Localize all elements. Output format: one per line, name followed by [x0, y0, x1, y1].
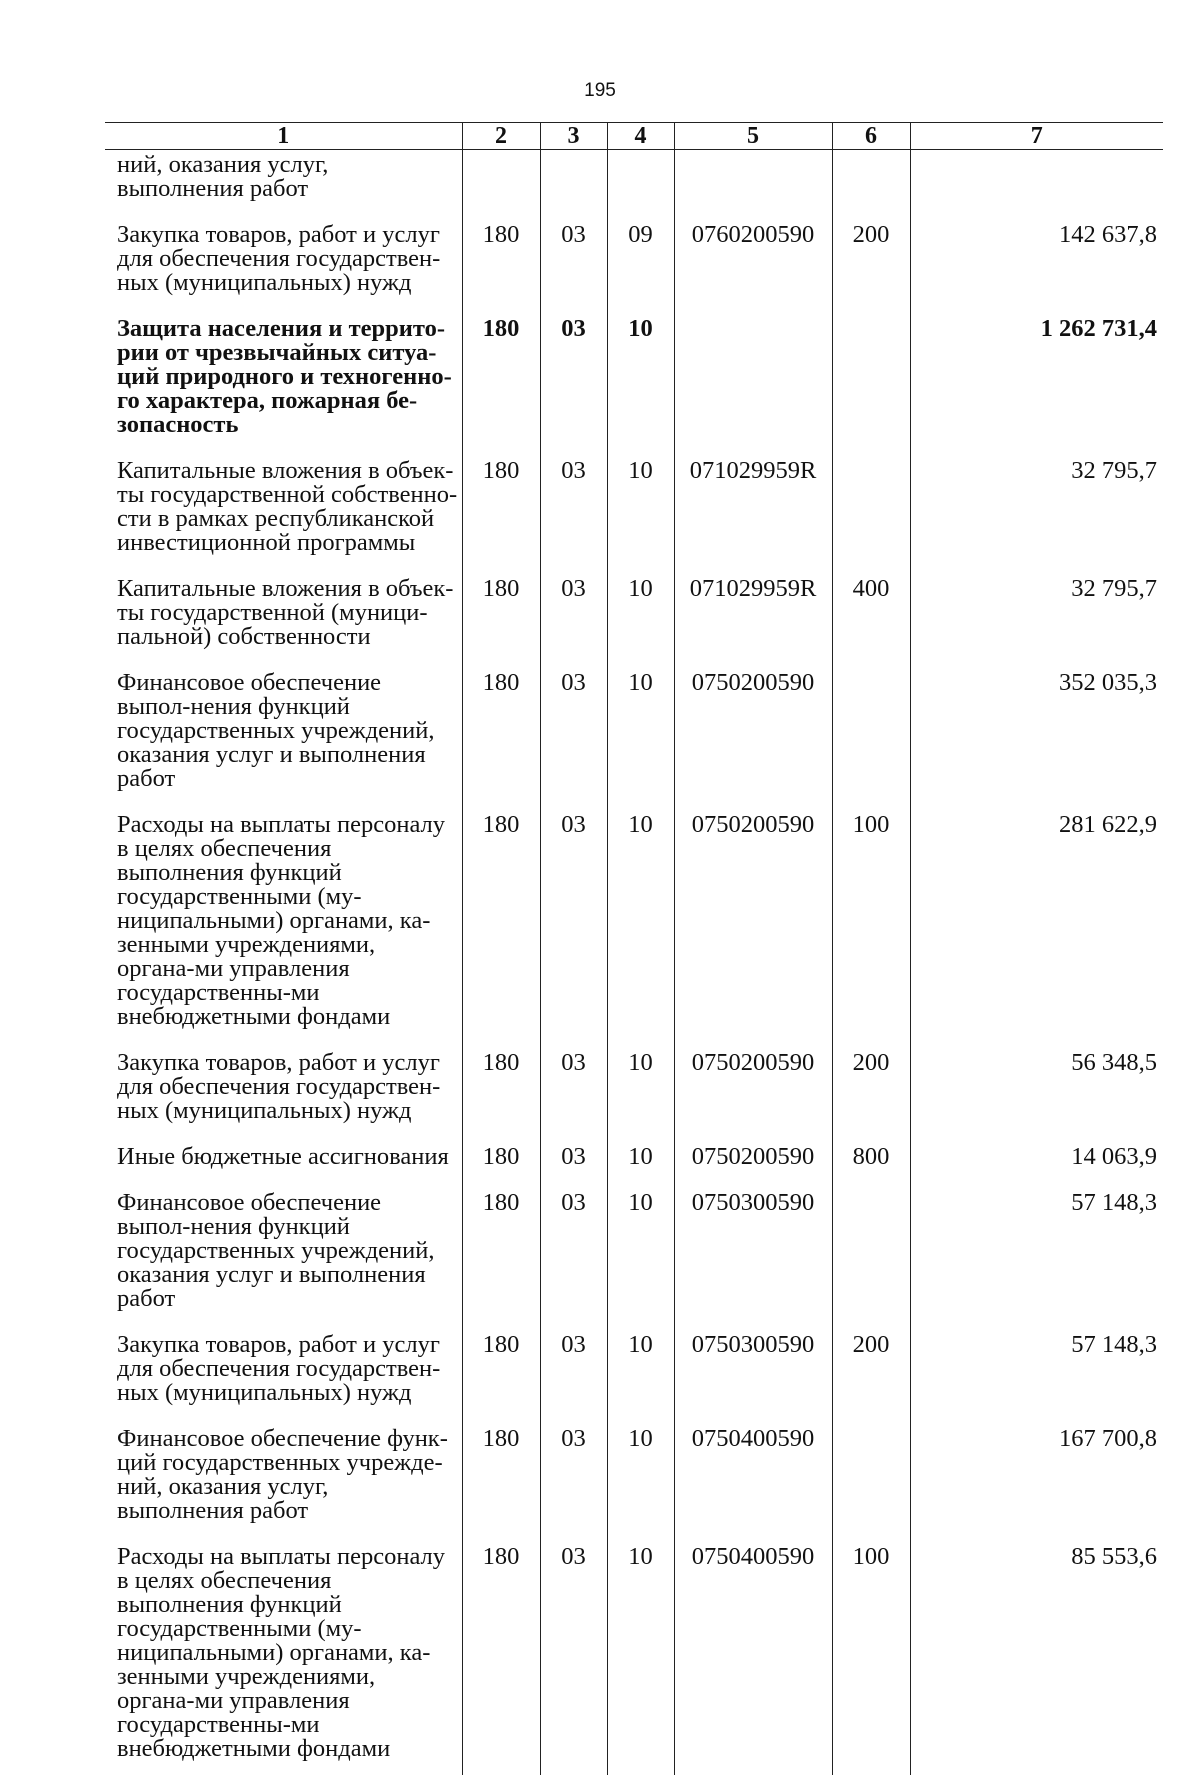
budget-table	[105, 122, 1163, 1775]
expense-type-cell	[832, 150, 910, 224]
ministry-code-cell: 180	[462, 671, 540, 813]
row-label-cell: ний, оказания услуг, выполнения работ	[105, 150, 462, 224]
section-code-cell	[540, 150, 607, 224]
table-row	[105, 150, 1163, 224]
ministry-code-cell: 180	[462, 1427, 540, 1545]
ministry-code-cell: 180	[462, 1145, 540, 1191]
row-label-cell: Капитальные вложения в объек-ты государственной (муници-пальной) собственности	[105, 577, 462, 671]
target-article-cell: 0750300590	[674, 1191, 832, 1333]
target-article-cell: 0750200590	[674, 1051, 832, 1145]
header-row	[105, 123, 1163, 150]
ministry-code-cell: 180	[462, 1333, 540, 1427]
target-article-cell: 0750300590	[674, 1333, 832, 1427]
target-article-cell: 0760200590	[674, 223, 832, 317]
expense-type-cell	[832, 671, 910, 813]
subsection-code-cell: 10	[607, 577, 674, 671]
row-label-cell: Закупка товаров, работ и услуг для обеспечения государствен-ных (муниципальных) нужд	[105, 1333, 462, 1427]
subsection-code-cell: 10	[607, 317, 674, 459]
target-article-cell: 0750200590	[674, 813, 832, 1051]
expense-type-cell	[832, 317, 910, 459]
expense-type-cell: 400	[832, 577, 910, 671]
table-row	[105, 1191, 1163, 1333]
amount-cell: 32 795,7	[910, 577, 1163, 671]
subsection-code-cell: 10	[607, 1145, 674, 1191]
row-label-cell: Закупка товаров, работ и услуг для обеспечения государствен-ных (муниципальных) нужд	[105, 1051, 462, 1145]
subsection-code-cell: 10	[607, 1191, 674, 1333]
target-article-cell: 0750200590	[674, 1145, 832, 1191]
ministry-code-cell: 180	[462, 1191, 540, 1333]
section-code-cell: 03	[540, 671, 607, 813]
column-header: 2	[462, 123, 540, 150]
expense-type-cell: 200	[832, 223, 910, 317]
column-header: 4	[607, 123, 674, 150]
expense-type-cell: 200	[832, 1051, 910, 1145]
section-code-cell: 03	[540, 459, 607, 577]
table-row	[105, 577, 1163, 671]
ministry-code-cell: 180	[462, 577, 540, 671]
section-code-cell: 03	[540, 1427, 607, 1545]
table-row	[105, 671, 1163, 813]
subsection-code-cell: 10	[607, 459, 674, 577]
amount-cell: 1 262 731,4	[910, 317, 1163, 459]
ministry-code-cell: 180	[462, 317, 540, 459]
target-article-cell	[674, 150, 832, 224]
row-label-cell: Иные бюджетные ассигнования	[105, 1145, 462, 1191]
ministry-code-cell: 180	[462, 1051, 540, 1145]
section-code-cell: 03	[540, 1051, 607, 1145]
section-code-cell: 03	[540, 1145, 607, 1191]
ministry-code-cell: 180	[462, 459, 540, 577]
expense-type-cell: 100	[832, 813, 910, 1051]
table-row	[105, 813, 1163, 1051]
expense-type-cell: 200	[832, 1333, 910, 1427]
subsection-code-cell: 10	[607, 1545, 674, 1775]
table-row	[105, 317, 1163, 459]
amount-cell: 57 148,3	[910, 1191, 1163, 1333]
section-code-cell: 03	[540, 1545, 607, 1775]
section-code-cell: 03	[540, 223, 607, 317]
row-label-cell: Расходы на выплаты персоналу в целях обеспечения выполнения функций государственными (му-ниципальными) органами, ка-зенными учреждениями, органа-ми управления государственны-ми внебюджетными фондами	[105, 1545, 462, 1775]
section-code-cell: 03	[540, 1333, 607, 1427]
subsection-code-cell: 09	[607, 223, 674, 317]
column-header: 6	[832, 123, 910, 150]
column-header: 7	[910, 123, 1163, 150]
section-code-cell: 03	[540, 577, 607, 671]
row-label-cell: Защита населения и террито-рии от чрезвычайных ситуа-ций природного и техногенно-го характера, пожарная бе-зопасность	[105, 317, 462, 459]
page-number: 195	[0, 80, 1200, 102]
amount-cell: 352 035,3	[910, 671, 1163, 813]
row-label-cell: Финансовое обеспечение выпол-нения функций государственных учреждений, оказания услуг и выполнения работ	[105, 671, 462, 813]
ministry-code-cell	[462, 150, 540, 224]
amount-cell: 32 795,7	[910, 459, 1163, 577]
expense-type-cell	[832, 1427, 910, 1545]
amount-cell: 14 063,9	[910, 1145, 1163, 1191]
subsection-code-cell: 10	[607, 813, 674, 1051]
expense-type-cell: 100	[832, 1545, 910, 1775]
row-label-cell: Капитальные вложения в объек-ты государственной собственно-сти в рамках республиканской инвестиционной программы	[105, 459, 462, 577]
target-article-cell: 071029959R	[674, 577, 832, 671]
section-code-cell: 03	[540, 317, 607, 459]
amount-cell: 56 348,5	[910, 1051, 1163, 1145]
table-row	[105, 1145, 1163, 1191]
ministry-code-cell: 180	[462, 813, 540, 1051]
table-row	[105, 459, 1163, 577]
column-header: 3	[540, 123, 607, 150]
table-row	[105, 223, 1163, 317]
section-code-cell: 03	[540, 1191, 607, 1333]
amount-cell: 142 637,8	[910, 223, 1163, 317]
column-header: 1	[105, 123, 462, 150]
amount-cell: 57 148,3	[910, 1333, 1163, 1427]
amount-cell: 167 700,8	[910, 1427, 1163, 1545]
target-article-cell: 0750400590	[674, 1427, 832, 1545]
target-article-cell: 0750400590	[674, 1545, 832, 1775]
subsection-code-cell: 10	[607, 671, 674, 813]
row-label-cell: Финансовое обеспечение функ-ций государственных учрежде-ний, оказания услуг, выполнения работ	[105, 1427, 462, 1545]
amount-cell: 281 622,9	[910, 813, 1163, 1051]
ministry-code-cell: 180	[462, 1545, 540, 1775]
row-label-cell: Расходы на выплаты персоналу в целях обеспечения выполнения функций государственными (му-ниципальными) органами, ка-зенными учреждениями, органа-ми управления государственны-ми внебюджетными фондами	[105, 813, 462, 1051]
target-article-cell: 0750200590	[674, 671, 832, 813]
row-label-cell: Закупка товаров, работ и услуг для обеспечения государствен-ных (муниципальных) нужд	[105, 223, 462, 317]
section-code-cell: 03	[540, 813, 607, 1051]
table-body	[105, 150, 1163, 1775]
expense-type-cell	[832, 459, 910, 577]
target-article-cell: 071029959R	[674, 459, 832, 577]
ministry-code-cell: 180	[462, 223, 540, 317]
amount-cell	[910, 150, 1163, 224]
subsection-code-cell: 10	[607, 1333, 674, 1427]
table-row	[105, 1051, 1163, 1145]
amount-cell: 85 553,6	[910, 1545, 1163, 1775]
table-row	[105, 1427, 1163, 1545]
expense-type-cell: 800	[832, 1145, 910, 1191]
subsection-code-cell: 10	[607, 1051, 674, 1145]
row-label-cell: Финансовое обеспечение выпол-нения функций государственных учреждений, оказания услуг и выполнения работ	[105, 1191, 462, 1333]
subsection-code-cell: 10	[607, 1427, 674, 1545]
column-header: 5	[674, 123, 832, 150]
target-article-cell	[674, 317, 832, 459]
table-row	[105, 1333, 1163, 1427]
expense-type-cell	[832, 1191, 910, 1333]
table-row	[105, 1545, 1163, 1775]
subsection-code-cell	[607, 150, 674, 224]
